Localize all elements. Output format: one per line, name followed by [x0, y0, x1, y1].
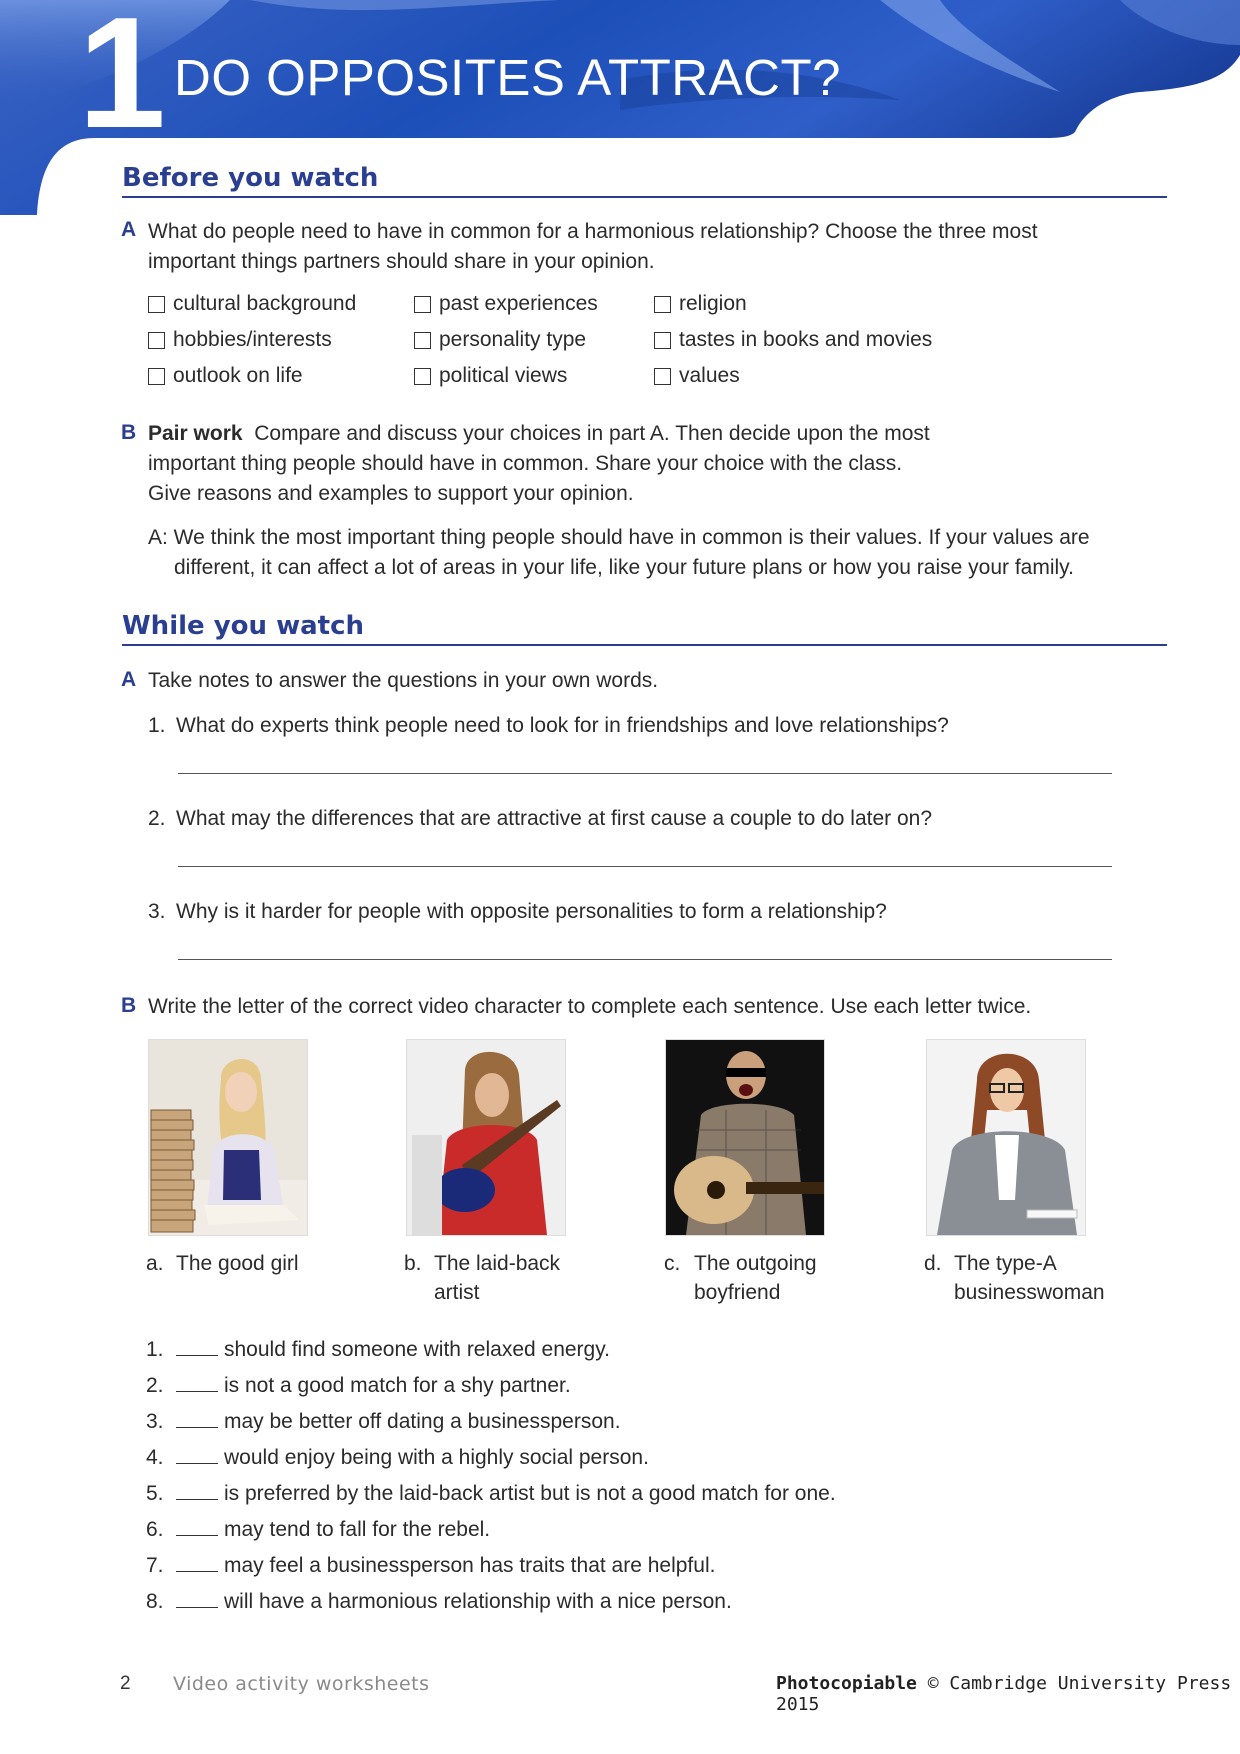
question-item: 1. What do experts think people need to look for in friendships and love relationships?: [148, 714, 949, 737]
answer-blank[interactable]: [176, 1517, 218, 1536]
page-title: DO OPPOSITES ATTRACT?: [174, 49, 842, 106]
footer-copyright: Photocopiable © Cambridge University Press 2015: [776, 1673, 1232, 1715]
photo-outgoing-boyfriend: [665, 1039, 825, 1236]
while-b-instructions: Write the letter of the correct video character to complete each sentence. Use each letter twice.: [148, 995, 1032, 1018]
checkbox[interactable]: [148, 332, 165, 349]
answer-blank[interactable]: [176, 1553, 218, 1572]
option-checkbox[interactable]: personality type: [414, 325, 586, 355]
exercise-letter-b: B: [121, 421, 137, 444]
exercise-letter-b: B: [121, 994, 137, 1017]
sentence-item: 4. would enjoy being with a highly social person.: [146, 1446, 649, 1469]
answer-line[interactable]: [178, 773, 1112, 774]
checkbox[interactable]: [654, 296, 671, 313]
section-heading-while: While you watch: [122, 608, 1167, 646]
answer-blank[interactable]: [176, 1445, 218, 1464]
sentence-item: 7. may feel a businessperson has traits that are helpful.: [146, 1554, 716, 1577]
pair-work-label: Pair work: [148, 422, 243, 445]
option-checkbox[interactable]: religion: [654, 289, 747, 319]
exercise-a-instructions: What do people need to have in common for a harmonious relationship? Choose the three most important things partners should share in your opinion.: [148, 220, 1038, 273]
answer-line[interactable]: [178, 866, 1112, 867]
checkbox[interactable]: [148, 296, 165, 313]
photo-type-a-businesswoman: [926, 1039, 1086, 1236]
checkbox[interactable]: [414, 368, 431, 385]
while-a-instructions: Take notes to answer the questions in your own words.: [148, 669, 659, 692]
sentence-item: 1. should find someone with relaxed energy.: [146, 1338, 611, 1361]
answer-blank[interactable]: [176, 1409, 218, 1428]
sentence-item: 6. may tend to fall for the rebel.: [146, 1518, 491, 1541]
answer-line[interactable]: [178, 959, 1112, 960]
page-number: 2: [120, 1673, 131, 1694]
option-checkbox[interactable]: values: [654, 361, 740, 391]
checkbox[interactable]: [654, 332, 671, 349]
answer-blank[interactable]: [176, 1589, 218, 1608]
sentence-item: 8. will have a harmonious relationship with a nice person.: [146, 1590, 732, 1613]
photo-laid-back-artist: [406, 1039, 566, 1236]
sentence-item: 3. may be better off dating a businessperson.: [146, 1410, 621, 1433]
question-item: 3. Why is it harder for people with opposite personalities to form a relationship?: [148, 900, 887, 923]
exercise-letter-a: A: [121, 218, 137, 241]
sentence-item: 2. is not a good match for a shy partner.: [146, 1374, 571, 1397]
checkbox[interactable]: [414, 332, 431, 349]
photo-good-girl: [148, 1039, 308, 1236]
question-item: 2. What may the differences that are attractive at first cause a couple to do later on?: [148, 807, 933, 830]
answer-blank[interactable]: [176, 1337, 218, 1356]
option-checkbox[interactable]: tastes in books and movies: [654, 325, 932, 355]
answer-blank[interactable]: [176, 1481, 218, 1500]
unit-number: 1: [78, 0, 162, 161]
section-heading-before: Before you watch: [122, 160, 1167, 198]
example-answer: A: We think the most important thing people should have in common is their values. If your values are different, it can affect a lot of areas in your life, like your future plans or how you raise your family.: [148, 526, 1090, 579]
option-checkbox[interactable]: outlook on life: [148, 361, 303, 391]
option-checkbox[interactable]: past experiences: [414, 289, 598, 319]
checkbox[interactable]: [654, 368, 671, 385]
footer-section-name: Video activity worksheets: [173, 1673, 430, 1695]
option-checkbox[interactable]: hobbies/interests: [148, 325, 332, 355]
option-checkbox[interactable]: political views: [414, 361, 567, 391]
answer-blank[interactable]: [176, 1373, 218, 1392]
option-checkbox[interactable]: cultural background: [148, 289, 356, 319]
sentence-item: 5. is preferred by the laid-back artist but is not a good match for one.: [146, 1482, 836, 1505]
checkbox[interactable]: [414, 296, 431, 313]
exercise-letter-a: A: [121, 668, 137, 691]
checkbox[interactable]: [148, 368, 165, 385]
exercise-b-instructions: Pair work Compare and discuss your choices in part A. Then decide upon the most important thing people should have in common. Share your choice with the class. Give reasons and examples to support your opinion.: [148, 422, 930, 505]
